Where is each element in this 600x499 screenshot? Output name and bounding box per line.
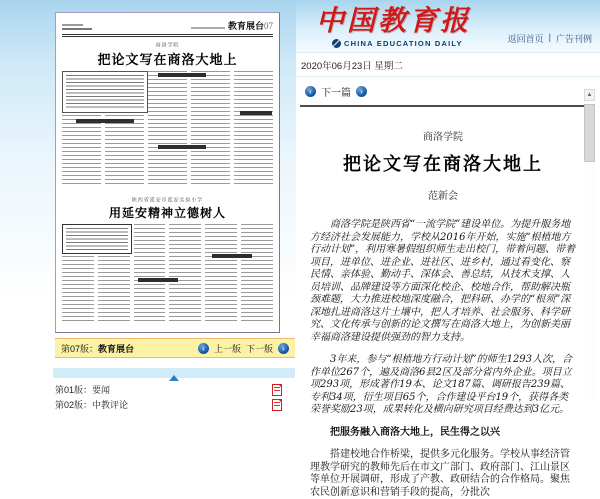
current-edition-label: 第07版：教育展台 bbox=[61, 343, 135, 354]
next-article-button[interactable]: 下一篇 bbox=[321, 88, 351, 99]
edition-nav-bar bbox=[55, 338, 295, 358]
site-logo-subtitle: CHINA EDUCATION DAILY bbox=[332, 39, 463, 48]
next-article-icon[interactable]: › bbox=[356, 86, 367, 97]
next-edition-button[interactable]: 下一版 bbox=[245, 343, 273, 354]
article-kicker: 商洛学院 bbox=[423, 132, 463, 143]
edition-list bbox=[55, 382, 282, 412]
masthead-section-title: 教育展台07 bbox=[227, 21, 273, 31]
pdf-icon[interactable] bbox=[272, 384, 282, 396]
globe-icon bbox=[332, 39, 341, 48]
masthead-rule bbox=[62, 34, 273, 37]
thumb-article2-columns bbox=[62, 224, 273, 324]
text-column bbox=[241, 224, 273, 324]
thumb-article1-headline[interactable]: 把论文写在商洛大地上 bbox=[97, 52, 238, 67]
thumb-subheading-bar bbox=[212, 254, 252, 258]
list-item[interactable] bbox=[55, 382, 282, 397]
newspaper-masthead bbox=[62, 17, 273, 32]
ad-rates-link[interactable]: 广告刊例 bbox=[555, 34, 592, 44]
newspaper-logo-small bbox=[62, 24, 92, 32]
thumb-subheading-bar bbox=[158, 73, 206, 77]
edition-link[interactable]: 第01版：要闻 bbox=[55, 385, 111, 395]
date-line: 2020年06月23日 星期二 bbox=[296, 53, 600, 77]
thumb-article1-columns bbox=[62, 71, 273, 187]
article-title: 把论文写在商洛大地上 bbox=[343, 154, 543, 174]
article-scrollbar[interactable] bbox=[584, 89, 595, 401]
prev-edition-button[interactable]: 上一版 bbox=[213, 343, 241, 354]
thumb-article2-intro-box bbox=[62, 224, 132, 254]
newspaper-page-thumbnail bbox=[55, 12, 280, 333]
article-subhead: 把服务融入商洛大地上，民生得之以兴 bbox=[330, 426, 500, 438]
newspaper-preview-pane bbox=[0, 0, 296, 410]
article-paragraph: 商洛学院是陕西省“一流学院”建设单位。为提升服务地方经济社会发展能力，学校从2016年开始，实施“根植地方行动计划”，利用寒暑假组织师生走出校门，带着问题、带着项目，进单位、进企业、进社区、进乡村，通过看变化、察民情、亲体验、勤动手、深体会、善总结，从技术支撑、人员培训、品牌建设等方面深化校企、校地合作，帮助解决瓶颈难题，大力推进校地深度融合，把科研、办学的“根须”深深地扎进商洛这片土壤中，把人才培养、社会服务、科学研究、文化传承与创新的论文撰写在商洛大地上，为创新美丽幸福商洛建设提供强劲的智力支持。 bbox=[310, 219, 576, 343]
article-body bbox=[310, 219, 576, 499]
text-column bbox=[234, 71, 273, 187]
article-nav-row bbox=[296, 77, 600, 105]
prev-edition-icon[interactable]: ‹ bbox=[198, 343, 209, 354]
thumb-subheading-bar bbox=[240, 111, 272, 115]
text-column bbox=[191, 71, 230, 187]
article-pane bbox=[296, 0, 600, 498]
thumb-subheading-bar bbox=[138, 278, 178, 282]
text-column bbox=[148, 71, 187, 187]
text-column bbox=[169, 224, 201, 324]
article-content bbox=[296, 128, 600, 499]
header-links bbox=[508, 32, 592, 45]
scrollbar-up-icon[interactable]: ▲ bbox=[584, 89, 595, 101]
masthead-page-number: 07 bbox=[264, 21, 273, 31]
text-column bbox=[205, 224, 237, 324]
thumb-subheading-bar bbox=[76, 119, 134, 123]
link-divider: | bbox=[548, 32, 551, 42]
site-header bbox=[296, 0, 600, 53]
article-author: 范新会 bbox=[428, 191, 458, 202]
article-paragraph: 3年来，参与“根植地方行动计划”的师生1293人次，合作单位267个，遍及商洛6县2区及部分省内外企业。项目立项293项，形成著作19本、论文187篇、调研报告239篇、专利34项，衍生项目65个，合作建设平台19个，获得各类荣誉奖励23项，成果转化及横向研究项目经费达到3亿元。 bbox=[310, 354, 573, 415]
thumb-article2-headline[interactable]: 用延安精神立德树人 bbox=[108, 206, 226, 220]
collapse-up-icon[interactable] bbox=[169, 375, 179, 381]
thumb-article1-kicker: 商洛学院 bbox=[155, 43, 180, 49]
thumb-article2-kicker: 陕西省延安市延安实验小学 bbox=[131, 198, 204, 204]
text-column bbox=[134, 224, 166, 324]
next-edition-icon[interactable]: › bbox=[278, 343, 289, 354]
thumb-subheading-bar bbox=[158, 145, 206, 149]
scrollbar-thumb[interactable] bbox=[584, 104, 595, 162]
prev-article-icon[interactable]: ‹ bbox=[305, 86, 316, 97]
collapse-strip[interactable] bbox=[53, 368, 295, 378]
article-paragraph: 搭建校地合作桥梁，提供多元化服务。学校从事经济管理教学研究的教师先后在市文广部门、政府部门、江山景区等单位开展调研，形成了产教、政研结合的合作格局。聚焦农民创新意识和营销手段的提高，分批次 bbox=[310, 449, 570, 498]
edition-link[interactable]: 第02版：中教评论 bbox=[55, 400, 129, 410]
pdf-icon[interactable] bbox=[272, 399, 282, 411]
thumb-article1-intro-box bbox=[62, 71, 148, 113]
article-divider-rule bbox=[300, 105, 593, 107]
home-link[interactable]: 返回首页 bbox=[507, 34, 544, 44]
list-item[interactable] bbox=[55, 397, 282, 412]
masthead-dateline-placeholder bbox=[191, 27, 225, 29]
site-logo: 中国教育报 bbox=[316, 4, 472, 37]
